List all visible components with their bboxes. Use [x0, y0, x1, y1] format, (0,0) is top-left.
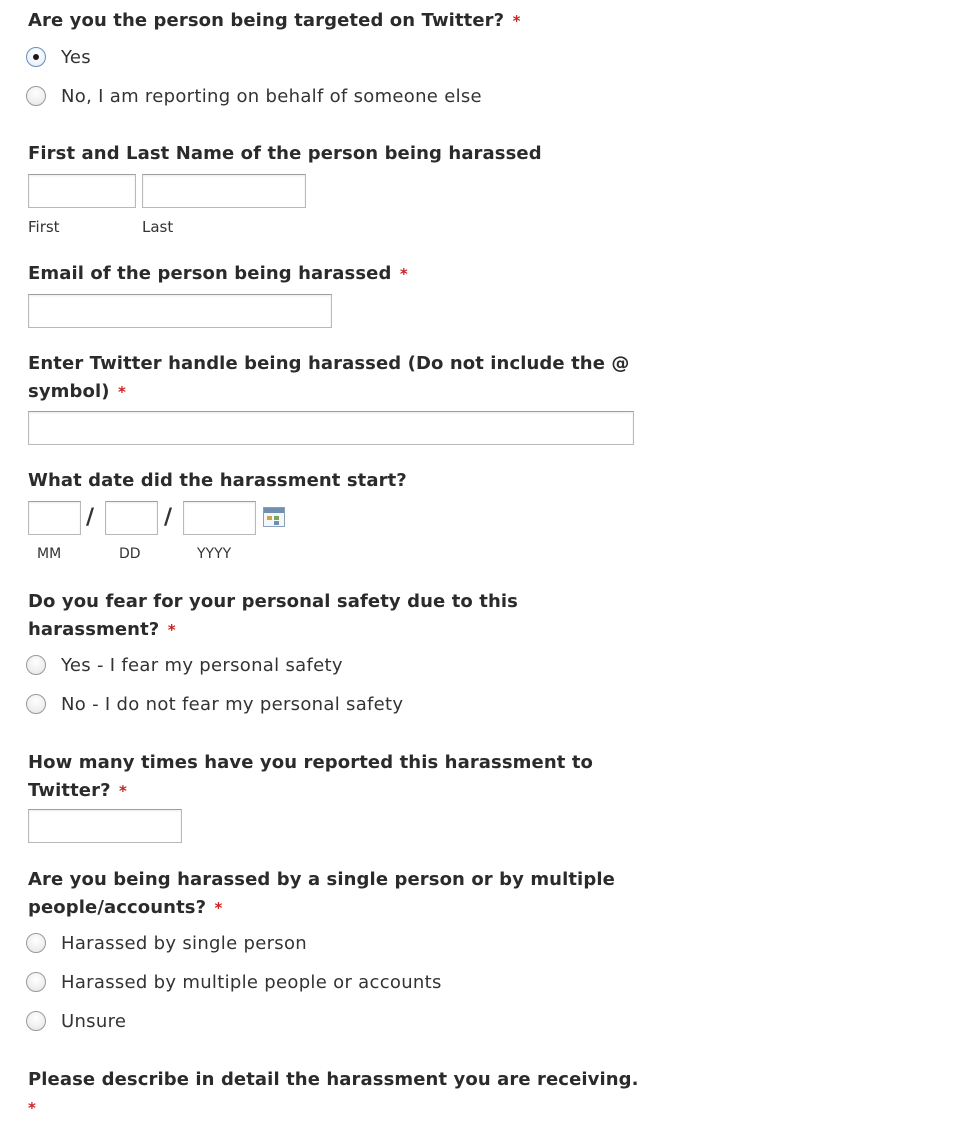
required-asterisk: * [167, 621, 176, 639]
last-name-sublabel: Last [142, 218, 174, 236]
radio-button[interactable] [26, 694, 46, 714]
date-year-sublabel: YYYY [197, 546, 232, 562]
date-separator: / [164, 505, 173, 530]
question-email-label [28, 260, 408, 288]
question-name-label [28, 140, 542, 168]
question-text: What date did the harassment start? [28, 470, 407, 491]
radio-button[interactable] [26, 86, 46, 106]
question-text-line2: people/accounts? [28, 897, 207, 918]
radio-label: No - I do not fear my personal safety [61, 693, 404, 715]
date-month-sublabel: MM [37, 546, 62, 562]
question-text-line1: Do you fear for your personal safety due to this [28, 591, 518, 612]
question-harasser-count-label [28, 866, 615, 922]
radio-button[interactable] [26, 972, 46, 992]
question-text-line1: Enter Twitter handle being harassed (Do not include the @ [28, 353, 630, 374]
first-name-input[interactable] [28, 174, 136, 208]
question-text-line2: harassment? [28, 619, 160, 640]
required-asterisk: * [117, 383, 126, 401]
question-text: First and Last Name of the person being harassed [28, 143, 542, 164]
twitter-handle-input[interactable] [28, 411, 634, 445]
date-day-sublabel: DD [119, 546, 141, 562]
radio-label: Harassed by single person [61, 932, 307, 954]
date-day-input[interactable] [105, 501, 158, 535]
required-asterisk: * [399, 265, 408, 283]
required-asterisk: * [214, 899, 223, 917]
radio-harasser-unsure[interactable] [26, 1007, 126, 1035]
question-describe-label [28, 1066, 639, 1122]
radio-harasser-multiple[interactable] [26, 968, 442, 996]
radio-targeted-no[interactable] [26, 82, 482, 110]
date-year-input[interactable] [183, 501, 256, 535]
question-text-line2: symbol) [28, 381, 110, 402]
radio-safety-yes[interactable] [26, 651, 343, 679]
question-text-line1: How many times have you reported this harassment to [28, 752, 593, 773]
radio-harasser-single[interactable] [26, 929, 307, 957]
date-separator: / [86, 505, 95, 530]
calendar-icon[interactable] [263, 507, 285, 527]
radio-label: Unsure [61, 1010, 127, 1032]
question-handle-label [28, 350, 629, 406]
radio-label: No, I am reporting on behalf of someone else [61, 85, 482, 107]
question-report-count-label [28, 749, 593, 805]
question-safety-label [28, 588, 518, 644]
radio-button[interactable] [26, 1011, 46, 1031]
question-text: Please describe in detail the harassment you are receiving. [28, 1069, 639, 1090]
required-asterisk: * [119, 782, 127, 800]
date-month-input[interactable] [28, 501, 81, 535]
question-text-line2: Twitter? [28, 780, 111, 801]
radio-label: Yes - I fear my personal safety [61, 654, 343, 676]
question-text: Email of the person being harassed [28, 263, 392, 284]
question-targeted-label [28, 7, 521, 35]
radio-label: Yes [61, 46, 91, 68]
radio-button[interactable] [26, 933, 46, 953]
first-name-sublabel: First [28, 218, 60, 236]
last-name-input[interactable] [142, 174, 306, 208]
radio-button-checked[interactable] [26, 47, 46, 67]
radio-safety-no[interactable] [26, 690, 403, 718]
required-asterisk: * [28, 1099, 36, 1117]
radio-label: Harassed by multiple people or accounts [61, 971, 442, 993]
radio-targeted-yes[interactable] [26, 43, 91, 71]
question-date-label [28, 467, 407, 495]
question-text: Are you the person being targeted on Twitter? [28, 10, 505, 31]
question-text-line1: Are you being harassed by a single person or by multiple [28, 869, 615, 890]
radio-button[interactable] [26, 655, 46, 675]
required-asterisk: * [512, 12, 521, 30]
email-input[interactable] [28, 294, 332, 328]
report-count-input[interactable] [28, 809, 182, 843]
